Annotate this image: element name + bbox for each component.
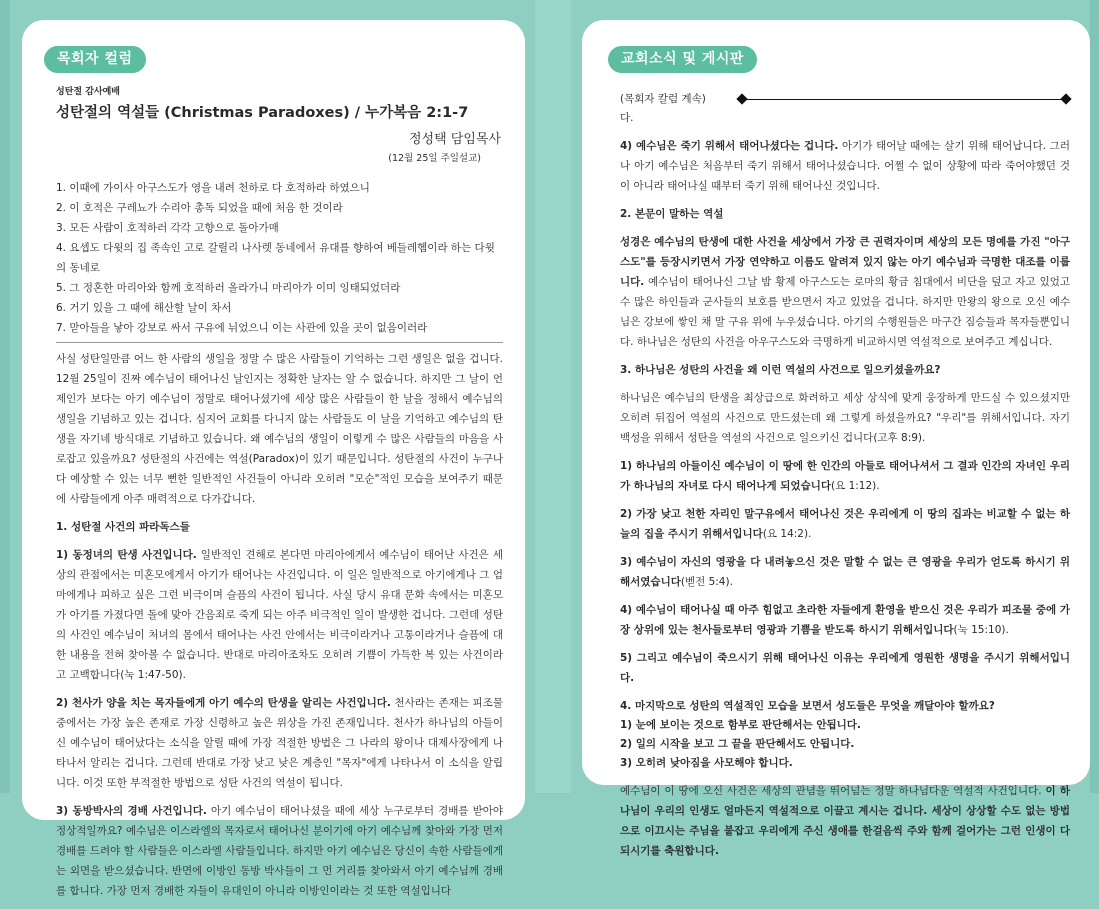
sermon-date: (12월 25일 주일설교) [388,153,481,164]
paradox-4 [620,136,1070,196]
verse-2: 2. 이 호적은 구레뇨가 수리아 총독 되었을 때에 처음 한 것이라 [56,202,343,214]
reason-1: 1) 하나님의 아들이신 예수님이 이 땅에 한 인간의 아들로 태어나셔서 그 결과 인간의 자녀인 우리가 하나님의 자녀로 다시 태어나게 되었습니다(요 1:12). [620,460,1070,492]
reason-2: 2) 가장 낮고 천한 자리인 말구유에서 태어나신 것은 우리에게 이 땅의 집과는 비교할 수 없는 하늘의 집을 주시기 위해서입니다(요 14:2). [620,508,1070,540]
paradox-4-body: 아기가 태어날 때에는 살기 위해 태어납니다. 그러나 아기 예수님은 처음부터 죽기 위해서 태어나셨습니다. 어쩔 수 없이 상황에 따라 죽어야했던 것이 아니라 태어나실 때부터 죽기 위해 태어나신 것입니다. [620,140,1070,192]
right-page [582,20,1090,857]
diamond-right-icon [1060,93,1071,104]
section-3-body: 하나님은 예수님의 탄생을 최상급으로 화려하고 세상 상식에 맞게 웅장하게 만드실 수 있으셨지만 오히려 뒤집어 역설의 사건으로 만드셨는데 왜 그렇게 하셨을까요? "우리"를 위해서입니다. 자기 백성을 위해서 성탄을 역설의 사건으로 일으키신 겁니다(고후 8:9). [620,392,1070,444]
column-continued-content [620,90,1070,869]
paradox-3-lead: 3) 동방박사의 경배 사건입니다. [56,805,207,817]
sermon-content [56,84,503,909]
divider [56,342,503,343]
pastor-column-header: 목회자 컬럼 [44,46,146,73]
final-intro: 예수님이 이 땅에 오신 사건은 세상의 관념을 뛰어넘는 정말 하나님다운 역설적 사건입니다. [620,785,1046,797]
paradox-2-body: 천사라는 존재는 피조물중에서는 가장 높은 존재로 가장 신령하고 높은 위상을 가진 존재입니다. 천사가 하나님의 아들이신 예수님이 태어났다는 소식을 알릴 때에 가장 적절한 방법은 그 나라의 왕이나 대제사장에게 나타나서 알리는 겁니다. 그런데 반대로 가장 낮고 낮은 계층인 "목자"에게 나타나서 이 소식을 알립니다. 이것 또한 부적절한 방법으로 성탄 사건의 역설이 됩니다. [56,697,503,789]
section-1-heading: 1. 성탄절 사건의 파라독스들 [56,521,190,533]
section-4-heading: 4. 마지막으로 성탄의 역설적인 모습을 보면서 성도들은 무엇을 깨달아야 할까요? [620,700,995,712]
verse-5: 5. 그 정혼한 마리아와 함께 호적하러 올라가니 마리아가 이미 잉태되었더라 [56,282,401,294]
author: 정성택 담임목사 [408,132,501,147]
reason-4: 4) 예수님이 태어나실 때 아주 힘없고 초라한 자들에게 환영을 받으신 것은 우리가 피조물 중에 가장 상위에 있는 천사들로부터 영광과 기쁨을 받도록 하시기 위해서입니다(눅 15:10). [620,604,1070,636]
paradox-2-lead: 2) 천사가 양을 치는 목자들에게 아기 예수의 탄생을 알리는 사건입니다. [56,697,391,709]
intro-paragraph: 사실 성탄일만큼 어느 한 사람의 생일을 정말 수 많은 사람들이 기억하는 그런 생일은 없을 겁니다. 12월 25일이 진짜 예수님이 태어나신 날인지는 정확한 날자는 알 수 없습니다. 하지만 그 날이 언제인가 보다는 아기 예수님이 정말로 태어나셨기에 세상 많은 사람들이 한 날을 정해서 예수님의 생일을 기념하고 있는 겁니다. 심지어 교회를 다니지 않는 사람들도 이 날을 기억하고 예수님의 탄생을 자기네 방식대로 기념하고 있습니다. 왜 예수님의 생일이 이렇게 수 많은 사람들의 마음을 사로잡고 있을까요? 성탄절의 사건에는 역설(Paradox)이 있기 때문입니다. 성탄절의 사건이 누구나 다 예상할 수 있는 너무 뻔한 일반적인 사건들이 아니라 오히려 "모순"적인 모습을 보여주기 때문에 사람들에게 아주 매력적으로 다가갑니다. [56,353,503,505]
section-2-body [620,232,1070,352]
verse-6: 6. 거기 있을 그 때에 해산할 날이 차서 [56,302,232,314]
verse-1: 1. 이때에 가이사 아구스도가 영을 내려 천하로 다 호적하라 하였으니 [56,182,370,194]
church-news-header: 교회소식 및 게시판 [608,46,757,73]
verse-4: 4. 요셉도 다윗의 집 족속인 고로 갈릴리 나사렛 동네에서 유대를 향하여 베들레헴이라 하는 다윗의 동네로 [56,242,495,274]
continued-label: (목회자 칼럼 계속) [620,93,706,105]
continued-rule [742,99,1066,100]
paradox-3-body: 아기 예수님이 태어나셨을 때에 세상 누구로부터 경배를 받아야 정상적일까요? 예수님은 이스라엘의 목자로서 태어나신 분이기에 아기 예수님께 찾아와 가장 먼저 경배를 드려야 할 사람들은 이스라엘 사람들입니다. 하지만 아기 예수님은 당신이 속한 사람들에게는 외면을 받으셨습니다. 반면에 이방인 동방 박사들이 그 먼 거리를 찾아와서 아기 예수님께 경배를 합니다. 가장 먼저 경배한 자들이 유대인이 아니라 이방인이라는 것 또한 역설입니다 [56,805,503,897]
section-2-heading: 2. 본문이 말하는 역설 [620,208,724,220]
section-2-lead: 성경은 예수님의 탄생에 대한 사건을 세상에서 가장 큰 권력자이며 세상의 모든 명예를 가진 "아구스도"를 등장시키면서 가장 연약하고 이름도 알려져 있지 않는 아기 예수님과 극명한 대조를 이룹니다. [620,236,1070,288]
paradox-1-body: 일반적인 견해로 본다면 마리아에게서 예수님이 태어난 사건은 세상의 관점에서는 미혼모에게서 아기가 태어나는 사건입니다. 이 일은 일반적으로 아기에게나 그 엄마에게나 피하고 싶은 그런 비극이며 슬픔의 사건이 됩니다. 사실 당시 유대 문화 속에서는 미혼모가 아기를 가졌다면 돌에 맞아 간음죄로 죽게 되는 아주 비극적인 일이 발생한 겁니다. 그런데 성탄의 사건인 예수님이 처녀의 몸에서 태어나는 사건 안에서는 비극이라거나 고통이라거나 슬픔에 대한 내용을 전혀 찾아볼 수 없습니다. 반대로 마리아조차도 오히려 기쁨이 가득한 복 있는 사건이라고 고백합니다(눅 1:47-50). [56,549,503,681]
verse-3: 3. 모든 사람이 호적하러 각각 고향으로 돌아가매 [56,222,279,234]
continued-row [620,90,1070,108]
paradox-2 [56,693,503,793]
verse-7: 7. 맏아들을 낳아 강보로 싸서 구유에 뉘었으니 이는 사관에 있을 곳이 없음이러라 [56,322,428,334]
final-blessing: 이 하나님이 우리의 인생도 얼마든지 역설적으로 이끌고 계시는 겁니다. 세상이 상상할 수도 없는 방법으로 이끄시는 주님을 붙잡고 우리에게 주신 생애를 한걸음씩 주와 함께 걸어가는 그런 인생이 다 되시기를 축원합니다. [620,785,1070,857]
scripture-verses [56,178,503,338]
left-page [22,20,525,897]
final-paragraph [620,781,1070,861]
continued-fragment: 다. [620,112,634,124]
paradox-1-lead: 1) 동정녀의 탄생 사건입니다. [56,549,197,561]
lesson-2: 2) 일의 시작을 보고 그 끝을 판단해서도 안됩니다. [620,738,855,750]
section-2-text: 예수님이 태어나신 그날 밤 황제 아구스도는 로마의 황금 침대에서 비단을 덮고 자고 있었고 수 많은 하인들과 군사들의 보호를 받으면서 자고 있었을 겁니다. 하지만 만왕의 왕으로 오신 예수님은 강보에 쌓인 채 말 구유 위에 누우셨습니다. 아기의 수행원들은 마구간 짐승들과 목자들뿐입니다. 하나님은 성탄의 사건을 아우구스도와 극명하게 비교하시면 역설적으로 보여주고 계십니다. [620,276,1070,348]
diamond-left-icon [736,93,747,104]
paradox-1 [56,545,503,685]
reason-3: 3) 예수님이 자신의 영광을 다 내려놓으신 것은 말할 수 없는 큰 영광을 우리가 얻도록 하시기 위해서였습니다(벧전 5:4). [620,556,1070,588]
sermon-title: 성탄절의 역설들 (Christmas Paradoxes) / 누가복음 2:1-7 [56,105,469,121]
service-label: 성탄절 감사예배 [56,87,120,97]
lesson-1: 1) 눈에 보이는 것으로 함부로 판단해서는 안됩니다. [620,719,861,731]
lesson-3: 3) 오히려 낮아짐을 사모해야 합니다. [620,757,793,769]
paradox-4-lead: 4) 예수님은 죽기 위해서 태어나셨다는 겁니다. [620,140,839,152]
reason-5: 5) 그리고 예수님이 죽으시기 위해 태어나신 이유는 우리에게 영원한 생명을 주시기 위해서입니다. [620,652,1070,684]
paradox-3 [56,801,503,901]
section-3-heading: 3. 하나님은 성탄의 사건을 왜 이런 역설의 사건으로 일으키셨을까요? [620,364,941,376]
